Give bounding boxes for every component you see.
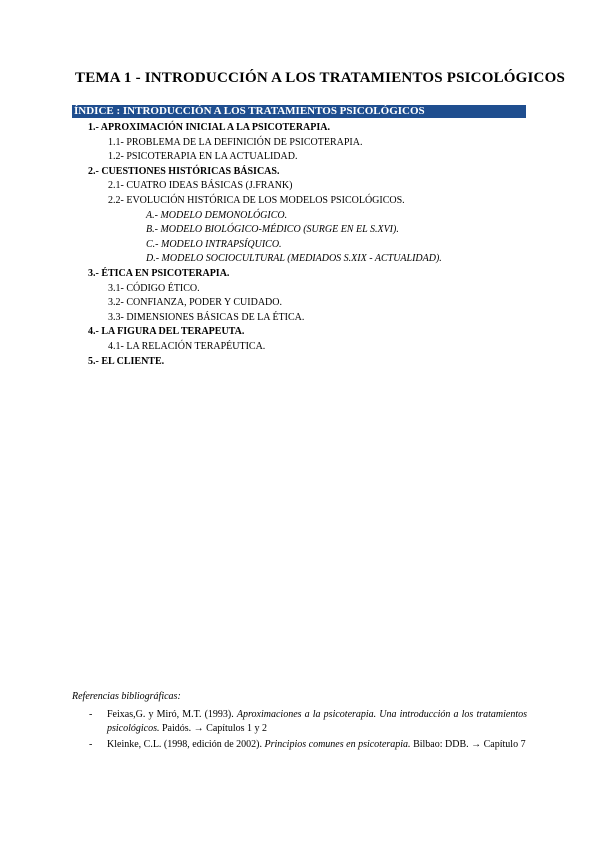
reference-work-title: Aproximaciones a la psicoterapia. Una introducción a los tratamientos psicológicos. (107, 709, 528, 734)
list-dash: - (89, 739, 93, 750)
toc-subsection-3-1: 3.1- CÓDIGO ÉTICO. (108, 282, 200, 294)
toc-item-2-2-b: B.- MODELO BIOLÓGICO-MÉDICO (SURGE EN EL S.XVI). (146, 224, 399, 236)
toc-subsection-3-2: 3.2- CONFIANZA, PODER Y CUIDADO. (108, 297, 282, 309)
toc-item-2-2-a: A.- MODELO DEMONOLÓGICO. (146, 209, 288, 221)
reference-authors: Feixas,G. y Miró, M.T. (1993). (107, 709, 237, 720)
reference-details: Bilbao: DDB. → Capítulo 7 (410, 739, 526, 750)
document-title: TEMA 1 - INTRODUCCIÓN A LOS TRATAMIENTOS PSICOLÓGICOS (75, 70, 565, 86)
toc-subsection-1-2: 1.2- PSICOTERAPIA EN LA ACTUALIDAD. (108, 151, 298, 163)
reference-item (72, 738, 527, 752)
toc-subsection-1-1: 1.1- PROBLEMA DE LA DEFINICIÓN DE PSICOTERAPIA. (108, 136, 363, 148)
toc-subsection-3-3: 3.3- DIMENSIONES BÁSICAS DE LA ÉTICA. (108, 311, 305, 323)
reference-work-title: Principios comunes en psicoterapia. (264, 739, 411, 750)
toc-subsection-4-1: 4.1- LA RELACIÓN TERAPÉUTICA. (108, 340, 266, 352)
references (72, 690, 527, 754)
toc-section-4: 4.- LA FIGURA DEL TERAPEUTA. (88, 326, 245, 338)
reference-details: Paidós. → Capítulos 1 y 2 (159, 723, 268, 734)
references-heading: Referencias bibliográficas: (72, 691, 181, 702)
toc-section-3: 3.- ÉTICA EN PSICOTERAPIA. (88, 267, 230, 279)
toc-subsection-2-2: 2.2- EVOLUCIÓN HISTÓRICA DE LOS MODELOS PSICOLÓGICOS. (108, 194, 405, 206)
toc-section-1: 1.- APROXIMACIÓN INICIAL A LA PSICOTERAPIA. (88, 122, 330, 133)
toc-subsection-2-1: 2.1- CUATRO IDEAS BÁSICAS (J.FRANK) (108, 180, 293, 192)
list-dash: - (89, 709, 93, 720)
toc-section-2: 2.- CUESTIONES HISTÓRICAS BÁSICAS. (88, 165, 280, 177)
table-of-contents (0, 121, 600, 369)
reference-item (72, 708, 527, 736)
toc-section-5: 5.- EL CLIENTE. (88, 355, 165, 367)
reference-authors: Kleinke, C.L. (1998, edición de 2002). (107, 739, 265, 750)
index-header: ÍNDICE : INTRODUCCIÓN A LOS TRATAMIENTOS PSICOLÓGICOS (72, 105, 526, 118)
toc-item-2-2-c: C.- MODELO INTRAPSÍQUICO. (146, 238, 282, 250)
toc-item-2-2-d: D.- MODELO SOCIOCULTURAL (MEDIADOS S.XIX - ACTUALIDAD). (146, 253, 442, 265)
